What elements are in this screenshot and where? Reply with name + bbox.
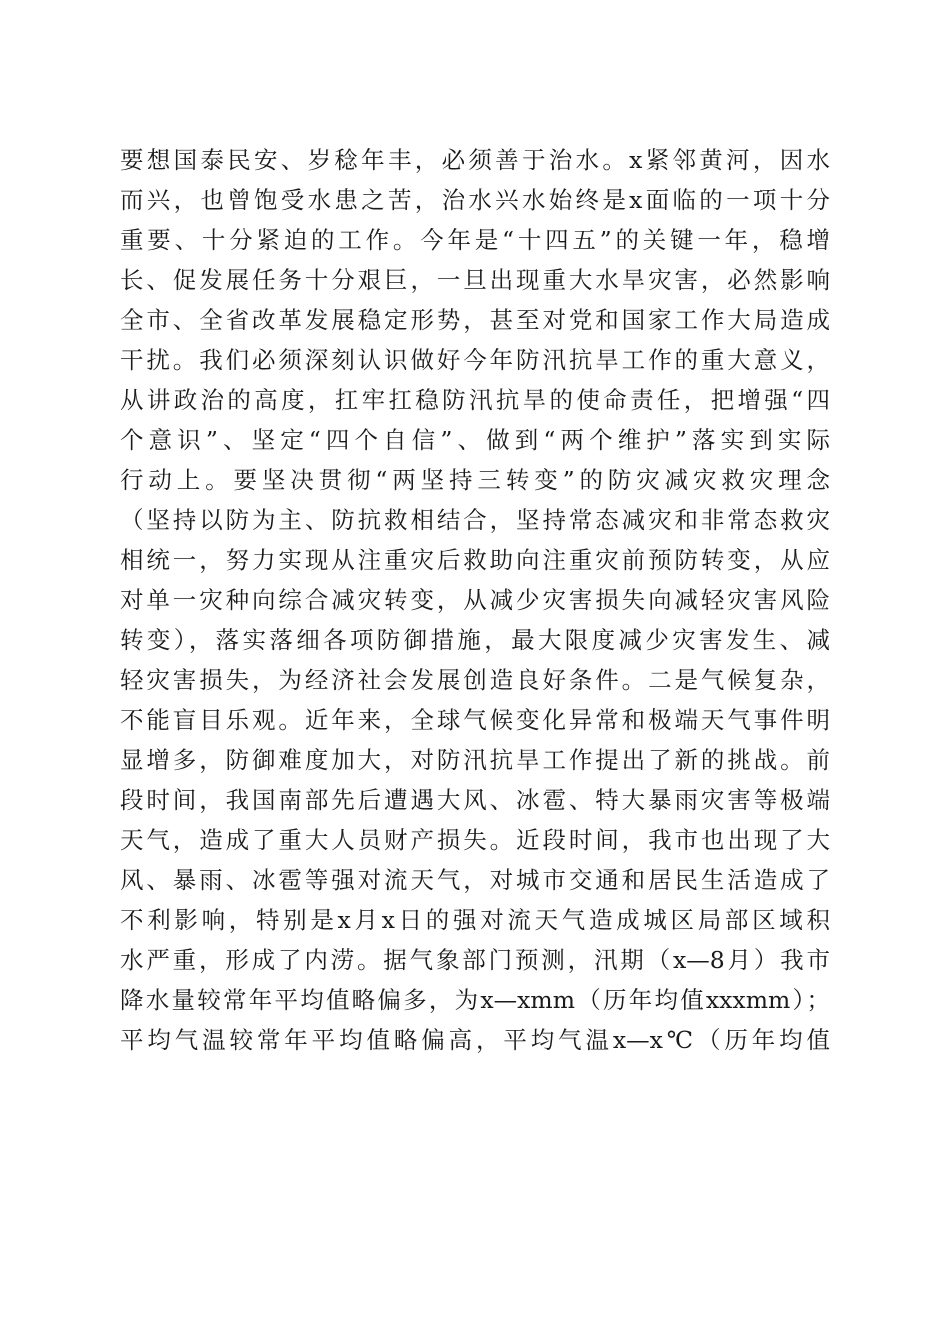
text-line-1: 要想国泰民安、岁稔年丰，必须善于治水。x紧邻黄河，因水 bbox=[120, 146, 830, 174]
text-line-7: 从讲政治的高度，扛牢扛稳防汛抗旱的使命责任，把增强“四 bbox=[120, 386, 830, 414]
text-line-17: 段时间，我国南部先后遭遇大风、冰雹、特大暴雨灾害等极端 bbox=[120, 786, 830, 814]
text-line-5: 全市、全省改革发展稳定形势，甚至对党和国家工作大局造成 bbox=[120, 306, 830, 334]
text-line-20: 不利影响，特别是x月x日的强对流天气造成城区局部区域积 bbox=[120, 906, 830, 934]
text-line-6: 干扰。我们必须深刻认识做好今年防汛抗旱工作的重大意义， bbox=[120, 346, 830, 374]
text-line-16: 显增多，防御难度加大，对防汛抗旱工作提出了新的挑战。前 bbox=[120, 746, 830, 774]
text-line-13: 转变），落实落细各项防御措施，最大限度减少灾害发生、减 bbox=[120, 626, 830, 654]
text-line-11: 相统一，努力实现从注重灾后救助向注重灾前预防转变，从应 bbox=[120, 546, 830, 574]
text-line-9: 行动上。要坚决贯彻“两坚持三转变”的防灾减灾救灾理念 bbox=[120, 466, 830, 494]
body-text bbox=[120, 140, 830, 1060]
text-line-15: 不能盲目乐观。近年来，全球气候变化异常和极端天气事件明 bbox=[120, 706, 830, 734]
text-line-19: 风、暴雨、冰雹等强对流天气，对城市交通和居民生活造成了 bbox=[120, 866, 830, 894]
text-line-18: 天气，造成了重大人员财产损失。近段时间，我市也出现了大 bbox=[120, 826, 830, 854]
text-line-2: 而兴，也曾饱受水患之苦，治水兴水始终是x面临的一项十分 bbox=[120, 186, 830, 214]
text-line-8: 个意识”、坚定“四个自信”、做到“两个维护”落实到实际 bbox=[120, 426, 830, 454]
text-line-23: 平均气温较常年平均值略偏高，平均气温x—x℃（历年均值 bbox=[120, 1026, 830, 1054]
text-line-10: （坚持以防为主、防抗救相结合，坚持常态减灾和非常态救灾 bbox=[120, 506, 830, 534]
text-line-12: 对单一灾种向综合减灾转变，从减少灾害损失向减轻灾害风险 bbox=[120, 586, 830, 614]
text-line-21: 水严重，形成了内涝。据气象部门预测，汛期（x—8月）我市 bbox=[120, 946, 830, 974]
text-line-3: 重要、十分紧迫的工作。今年是“十四五”的关键一年，稳增 bbox=[120, 226, 830, 254]
text-line-22: 降水量较常年平均值略偏多，为x—xmm（历年均值xxxmm）； bbox=[120, 986, 830, 1014]
text-line-14: 轻灾害损失，为经济社会发展创造良好条件。二是气候复杂， bbox=[120, 666, 830, 694]
text-line-4: 长、促发展任务十分艰巨，一旦出现重大水旱灾害，必然影响 bbox=[120, 266, 830, 294]
